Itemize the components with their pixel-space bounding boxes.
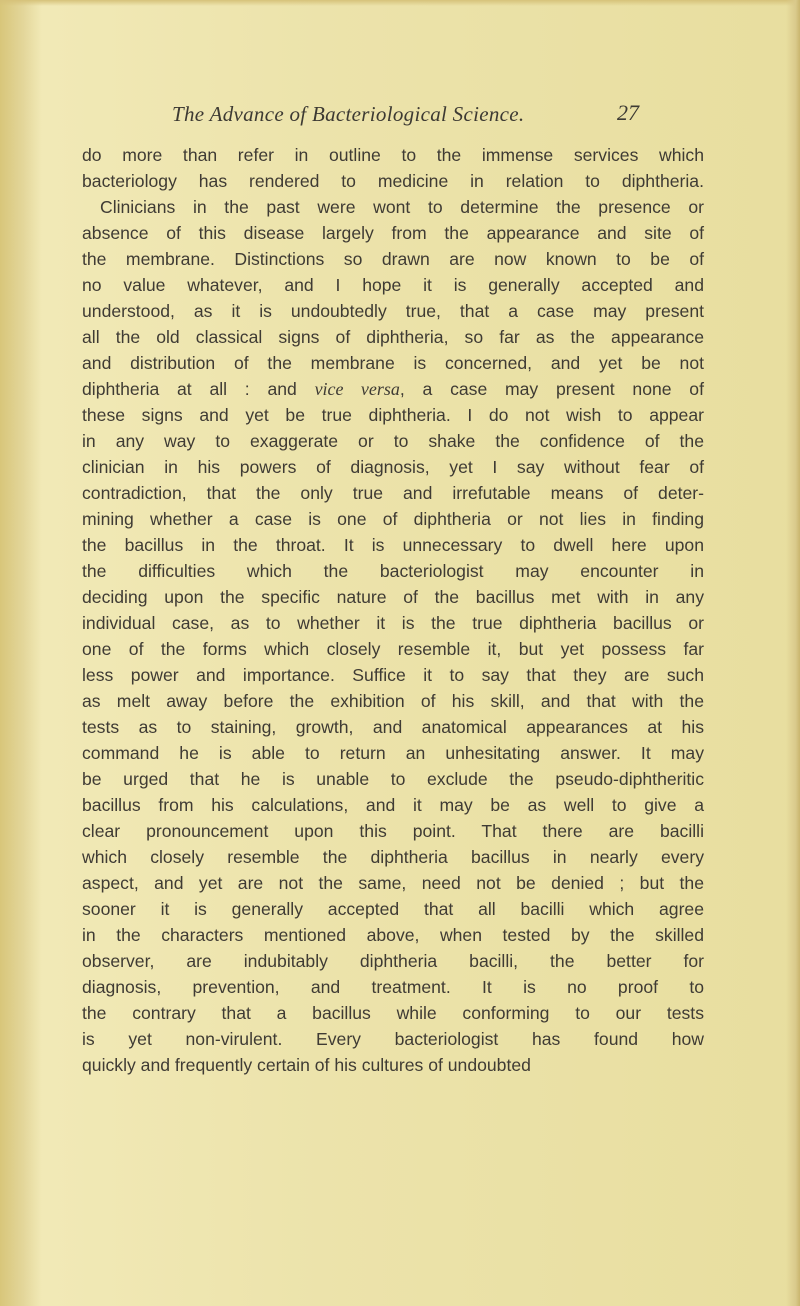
text-line: bacteriology has rendered to medicine in relation to diphtheria. [82,171,704,191]
text-line: observer, are indubitably diphtheria bacilli, the better for [82,951,704,971]
text-line: diphtheria at all : and vice versa, a case may present none of [82,379,704,399]
text-line: diagnosis, prevention, and treatment. It is no proof to [82,977,704,997]
text-line: in any way to exaggerate or to shake the confidence of the [82,431,704,451]
page-right-edge [786,0,800,1306]
running-head: The Advance of Bacteriological Science. [172,102,525,126]
text-line: be urged that he is unable to exclude the pseudo-diphtheritic [82,769,704,789]
text-line: individual case, as to whether it is the true diphtheria bacillus or [82,613,704,633]
text-line: the membrane. Distinctions so drawn are now known to be of [82,249,704,269]
text-line: deciding upon the specific nature of the bacillus met with in any [82,587,704,607]
text-line: is yet non-virulent. Every bacteriologist has found how [82,1029,704,1049]
page-number: 27 [617,100,639,125]
text-line: the difficulties which the bacteriologist may encounter in [82,561,704,581]
italic-phrase: vice versa [314,379,400,399]
text-line: as melt away before the exhibition of his skill, and that with the [82,691,704,711]
text-line: less power and importance. Suffice it to say that they are such [82,665,704,685]
body-paragraph [82,142,704,1078]
text-line: contradiction, that the only true and irrefutable means of deter- [82,483,704,503]
text-line: one of the forms which closely resemble it, but yet possess far [82,639,704,659]
text-line: the bacillus in the throat. It is unnecessary to dwell here upon [82,535,704,555]
page-top-edge [0,0,800,6]
text-line: Clinicians in the past were wont to determine the presence or [100,197,704,217]
text-line: clinician in his powers of diagnosis, yet I say without fear of [82,457,704,477]
text-line: tests as to staining, growth, and anatomical appearances at his [82,717,704,737]
binding-shadow [0,0,42,1306]
text-line: clear pronouncement upon this point. That there are bacilli [82,821,704,841]
text-line: no value whatever, and I hope it is generally accepted and [82,275,704,295]
text-line: the contrary that a bacillus while conforming to our tests [82,1003,704,1023]
text-line: understood, as it is undoubtedly true, that a case may present [82,301,704,321]
text-line: do more than refer in outline to the immense services which [82,145,704,165]
text-line: and distribution of the membrane is concerned, and yet be not [82,353,704,373]
text-line: these signs and yet be true diphtheria. I do not wish to appear [82,405,704,425]
text-line: aspect, and yet are not the same, need not be denied ; but the [82,873,704,893]
text-line: command he is able to return an unhesitating answer. It may [82,743,704,763]
text-line: quickly and frequently certain of his cultures of undoubted [82,1055,531,1075]
text-line: absence of this disease largely from the appearance and site of [82,223,704,243]
text-line: which closely resemble the diphtheria bacillus in nearly every [82,847,704,867]
text-line: in the characters mentioned above, when tested by the skilled [82,925,704,945]
text-line: bacillus from his calculations, and it may be as well to give a [82,795,704,815]
text-line: all the old classical signs of diphtheria, so far as the appearance [82,327,704,347]
text-line: mining whether a case is one of diphtheria or not lies in finding [82,509,704,529]
text-line: sooner it is generally accepted that all bacilli which agree [82,899,704,919]
